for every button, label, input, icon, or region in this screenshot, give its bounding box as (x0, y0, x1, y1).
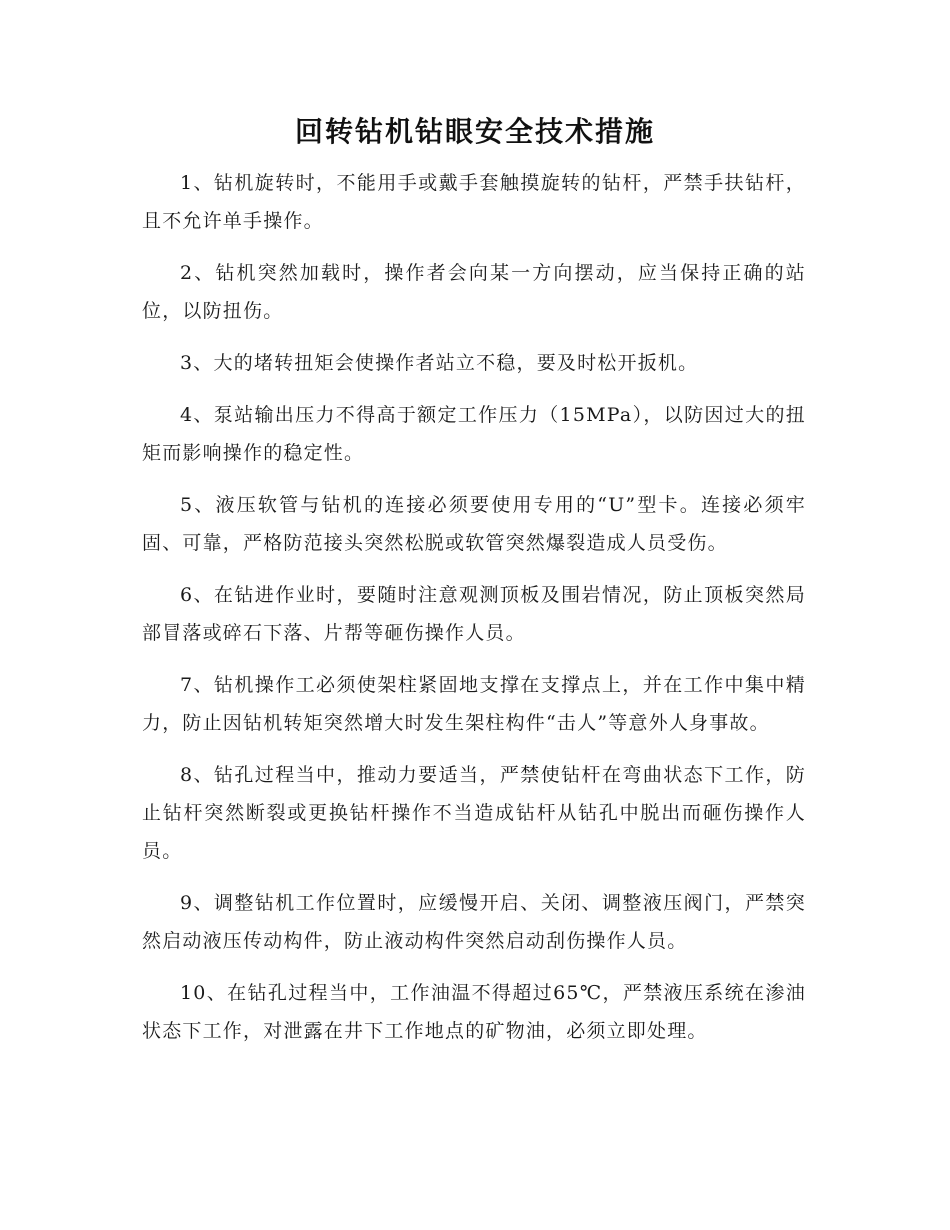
paragraph-2: 2、钻机突然加载时，操作者会向某一方向摆动，应当保持正确的站位，以防扭伤。 (142, 262, 806, 322)
paragraph-10: 10、在钻孔过程当中，工作油温不得超过65℃，严禁液压系统在渗油状态下工作，对泄露在井下工作地点的矿物油，必须立即处理。 (142, 982, 806, 1042)
document-title: 回转钻机钻眼安全技术措施 (294, 115, 655, 148)
paragraph-9: 9、调整钻机工作位置时，应缓慢开启、关闭、调整液压阀门，严禁突然启动液压传动构件，防止液动构件突然启动刮伤操作人员。 (142, 892, 806, 952)
paragraph-8: 8、钻孔过程当中，推动力要适当，严禁使钻杆在弯曲状态下工作，防止钻杆突然断裂或更换钻杆操作不当造成钻杆从钻孔中脱出而砸伤操作人员。 (142, 764, 806, 862)
paragraph-7: 7、钻机操作工必须使架柱紧固地支撑在支撑点上，并在工作中集中精力，防止因钻机转矩突然增大时发生架柱构件“击人”等意外人身事故。 (142, 674, 806, 734)
paragraph-5: 5、液压软管与钻机的连接必须要使用专用的“U”型卡。连接必须牢固、可靠，严格防范接头突然松脱或软管突然爆裂造成人员受伤。 (142, 494, 806, 554)
paragraph-1: 1、钻机旋转时，不能用手或戴手套触摸旋转的钻杆，严禁手扶钻杆，且不允许单手操作。 (142, 172, 806, 232)
paragraph-6: 6、在钻进作业时，要随时注意观测顶板及围岩情况，防止顶板突然局部冒落或碎石下落、片帮等砸伤操作人员。 (142, 584, 806, 644)
paragraph-4: 4、泵站输出压力不得高于额定工作压力（15MPa），以防因过大的扭矩而影响操作的稳定性。 (142, 404, 806, 464)
paragraph-3: 3、大的堵转扭矩会使操作者站立不稳，要及时松开扳机。 (180, 352, 699, 374)
document-body (142, 164, 806, 1064)
